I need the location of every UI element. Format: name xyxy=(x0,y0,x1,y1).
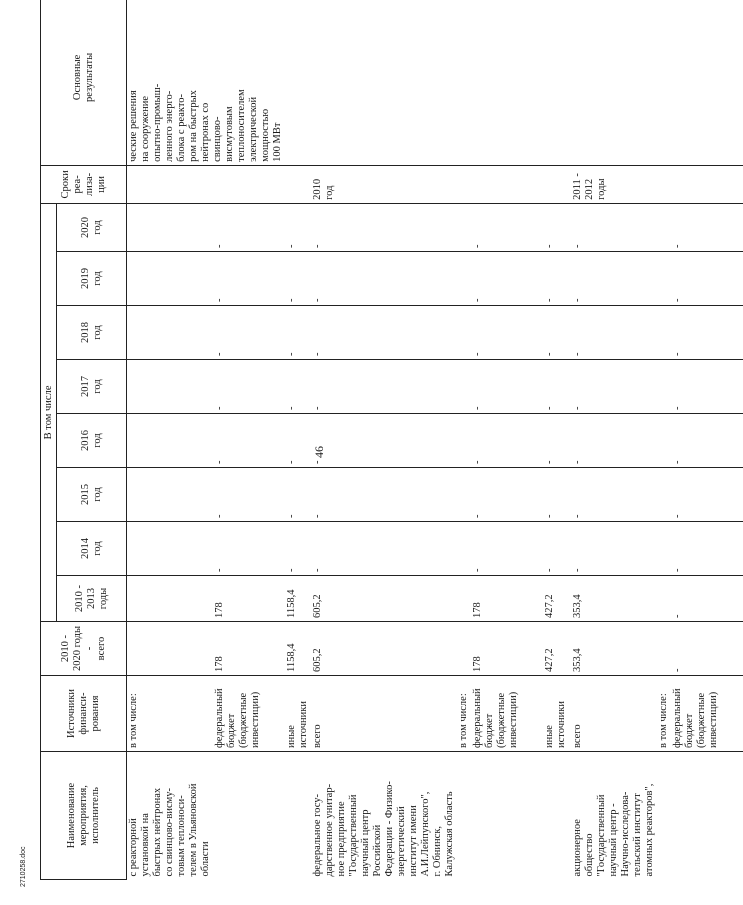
row-2016-cell: - xyxy=(213,414,285,468)
row-2019-cell: - xyxy=(671,252,743,306)
header-results: Основные результаты xyxy=(41,0,127,165)
row-2018-cell: - xyxy=(285,306,311,360)
row-2014-cell: - xyxy=(471,522,543,576)
row-2020-cell xyxy=(657,203,671,251)
row-2014-cell xyxy=(127,522,214,576)
row-2014-cell: - xyxy=(213,522,285,576)
row-2020-cell: - xyxy=(543,203,571,251)
row-2019-cell xyxy=(657,252,671,306)
row-2016-cell: - xyxy=(543,414,571,468)
table-row xyxy=(571,0,657,880)
row-2010-2013-cell xyxy=(457,576,471,622)
table-row xyxy=(657,0,671,880)
row-total-cell: 1158,4 xyxy=(285,622,311,676)
row-2015-cell xyxy=(127,468,214,522)
row-2019-cell: - xyxy=(543,252,571,306)
header-name: Наименование мероприятия, исполнитель xyxy=(41,752,127,880)
row-2015-cell: - xyxy=(571,468,657,522)
table-row xyxy=(457,0,471,880)
row-name-cell: федеральное госу- дарственное унитар- ное предприятие "Государственный научный центр Российской Федерации - Физико- энергетический институт имени А.И.Лейпунского", г. Обнинск, Калужская область xyxy=(311,752,457,880)
row-2015-cell: - xyxy=(671,468,743,522)
row-name-cell xyxy=(285,752,311,880)
row-2010-2013-cell: 353,4 xyxy=(571,576,657,622)
table-row xyxy=(471,0,543,880)
row-2019-cell: - xyxy=(285,252,311,306)
row-2015-cell xyxy=(657,468,671,522)
row-2017-cell: - xyxy=(311,360,457,414)
table-row xyxy=(543,0,571,880)
row-result-cell xyxy=(571,0,657,165)
row-2015-cell: - xyxy=(213,468,285,522)
row-result-cell xyxy=(657,0,671,165)
row-term-cell: 2010 год xyxy=(311,165,457,203)
row-2019-cell: - xyxy=(571,252,657,306)
rotated-page xyxy=(40,40,719,880)
row-2015-cell: - xyxy=(311,468,457,522)
row-name-cell xyxy=(457,752,471,880)
row-2018-cell xyxy=(457,306,471,360)
row-2017-cell xyxy=(457,360,471,414)
row-total-cell: 178 xyxy=(471,622,543,676)
row-source-cell: всего xyxy=(571,676,657,752)
row-source-cell: в том числе: xyxy=(457,676,471,752)
row-2020-cell xyxy=(127,203,214,251)
row-name-cell xyxy=(543,752,571,880)
row-total-cell xyxy=(457,622,471,676)
row-2020-cell: - xyxy=(285,203,311,251)
header-2014: 2014 год xyxy=(57,522,127,576)
row-term-cell xyxy=(671,165,743,203)
program-table xyxy=(40,0,743,880)
row-term-cell xyxy=(657,165,671,203)
row-2020-cell: - xyxy=(213,203,285,251)
row-2020-cell: - xyxy=(471,203,543,251)
row-2017-cell: - xyxy=(213,360,285,414)
row-2017-cell: - xyxy=(571,360,657,414)
row-result-cell: ческие решения на сооружение опытно-промыш- ленного энерго- блока с реакто- ром на быстрых нейтронах со свинцово- висмутовым теплоносителем электрической мощностью 100 МВт xyxy=(127,0,458,165)
row-2015-cell: - xyxy=(471,468,543,522)
row-total-cell: 178 xyxy=(213,622,285,676)
row-source-cell: иные источники xyxy=(285,676,311,752)
page-number: 46 xyxy=(312,446,326,458)
row-2016-cell xyxy=(457,414,471,468)
header-incl: В том числе xyxy=(41,203,57,621)
row-source-cell: в том числе: xyxy=(127,676,214,752)
row-2017-cell: - xyxy=(285,360,311,414)
row-2016-cell: - xyxy=(285,414,311,468)
row-2014-cell: - xyxy=(571,522,657,576)
table-body xyxy=(127,0,743,880)
row-2017-cell xyxy=(127,360,214,414)
row-name-cell xyxy=(213,752,285,880)
header-total: 2010 - 2020 годы - всего xyxy=(41,622,127,676)
header-2019: 2019 год xyxy=(57,252,127,306)
row-2014-cell: - xyxy=(543,522,571,576)
row-2018-cell: - xyxy=(543,306,571,360)
row-term-cell xyxy=(285,165,311,203)
row-2014-cell: - xyxy=(311,522,457,576)
header-2016: 2016 год xyxy=(57,414,127,468)
row-total-cell xyxy=(657,622,671,676)
row-2015-cell: - xyxy=(543,468,571,522)
row-name-cell xyxy=(471,752,543,880)
row-2017-cell xyxy=(657,360,671,414)
header-2017: 2017 год xyxy=(57,360,127,414)
row-total-cell: 427,2 xyxy=(543,622,571,676)
row-name-cell xyxy=(671,752,743,880)
row-2018-cell: - xyxy=(471,306,543,360)
table-row xyxy=(671,0,743,880)
row-term-cell xyxy=(127,165,214,203)
row-name-cell: с реакторной установкой на быстрых нейтронах со свинцово-висму- товым теплоноси- телем в Ульяновской области xyxy=(127,752,214,880)
row-2016-cell: - xyxy=(471,414,543,468)
row-2010-2013-cell: 178 xyxy=(213,576,285,622)
row-2020-cell: - xyxy=(311,203,457,251)
row-2015-cell xyxy=(457,468,471,522)
row-2010-2013-cell: 1158,4 xyxy=(285,576,311,622)
row-2019-cell: - xyxy=(213,252,285,306)
row-result-cell xyxy=(671,0,743,165)
row-2018-cell: - xyxy=(571,306,657,360)
row-source-cell: в том числе: xyxy=(657,676,671,752)
row-2014-cell: - xyxy=(671,522,743,576)
row-term-cell xyxy=(471,165,543,203)
row-2019-cell xyxy=(457,252,471,306)
row-2018-cell: - xyxy=(671,306,743,360)
row-2016-cell: - xyxy=(671,414,743,468)
row-2019-cell xyxy=(127,252,214,306)
row-2016-cell xyxy=(657,414,671,468)
row-source-cell: федеральный бюджет (бюджетные инвестиции) xyxy=(213,676,285,752)
row-result-cell xyxy=(457,0,471,165)
row-term-cell xyxy=(543,165,571,203)
row-2010-2013-cell: 178 xyxy=(471,576,543,622)
row-2018-cell xyxy=(657,306,671,360)
row-total-cell: 605,2 xyxy=(311,622,457,676)
row-2020-cell xyxy=(457,203,471,251)
header-sources: Источники финанси- рования xyxy=(41,676,127,752)
row-2017-cell: - xyxy=(471,360,543,414)
header-2015: 2015 год xyxy=(57,468,127,522)
row-2019-cell: - xyxy=(471,252,543,306)
header-2010-2013: 2010 - 2013 годы xyxy=(57,576,127,622)
row-2018-cell: - xyxy=(311,306,457,360)
row-2019-cell: - xyxy=(311,252,457,306)
row-2016-cell xyxy=(127,414,214,468)
row-source-cell: иные источники xyxy=(543,676,571,752)
row-result-cell xyxy=(543,0,571,165)
row-name-cell: акционерное общество "Государственный научный центр - Научно-исследова- тельский институт атомных реакторов", xyxy=(571,752,657,880)
row-name-cell xyxy=(657,752,671,880)
row-term-cell xyxy=(457,165,471,203)
row-term-cell xyxy=(213,165,285,203)
row-2010-2013-cell xyxy=(657,576,671,622)
row-source-cell: федеральный бюджет (бюджетные инвестиции) xyxy=(671,676,743,752)
row-2014-cell: - xyxy=(285,522,311,576)
header-2018: 2018 год xyxy=(57,306,127,360)
row-2010-2013-cell xyxy=(127,576,214,622)
row-source-cell: федеральный бюджет (бюджетные инвестиции) xyxy=(471,676,543,752)
row-2010-2013-cell: 605,2 xyxy=(311,576,457,622)
row-result-cell xyxy=(471,0,543,165)
row-2016-cell: - xyxy=(571,414,657,468)
row-term-cell: 2011 - 2012 годы xyxy=(571,165,657,203)
document-footer: 2710258.doc xyxy=(20,846,27,887)
table-header xyxy=(41,0,127,880)
row-2018-cell xyxy=(127,306,214,360)
row-source-cell: всего xyxy=(311,676,457,752)
row-2020-cell: - xyxy=(671,203,743,251)
table-row xyxy=(127,0,214,880)
row-total-cell xyxy=(127,622,214,676)
row-2017-cell: - xyxy=(543,360,571,414)
row-2010-2013-cell: - xyxy=(671,576,743,622)
row-2010-2013-cell: 427,2 xyxy=(543,576,571,622)
row-total-cell: 353,4 xyxy=(571,622,657,676)
header-term: Сроки реа- лиза- ции xyxy=(41,165,127,203)
row-total-cell: - xyxy=(671,622,743,676)
row-2018-cell: - xyxy=(213,306,285,360)
header-2020: 2020 год xyxy=(57,203,127,251)
row-2016-cell: - xyxy=(311,414,457,468)
row-2014-cell xyxy=(457,522,471,576)
row-2015-cell: - xyxy=(285,468,311,522)
row-2017-cell: - xyxy=(671,360,743,414)
row-2014-cell xyxy=(657,522,671,576)
row-2020-cell: - xyxy=(571,203,657,251)
